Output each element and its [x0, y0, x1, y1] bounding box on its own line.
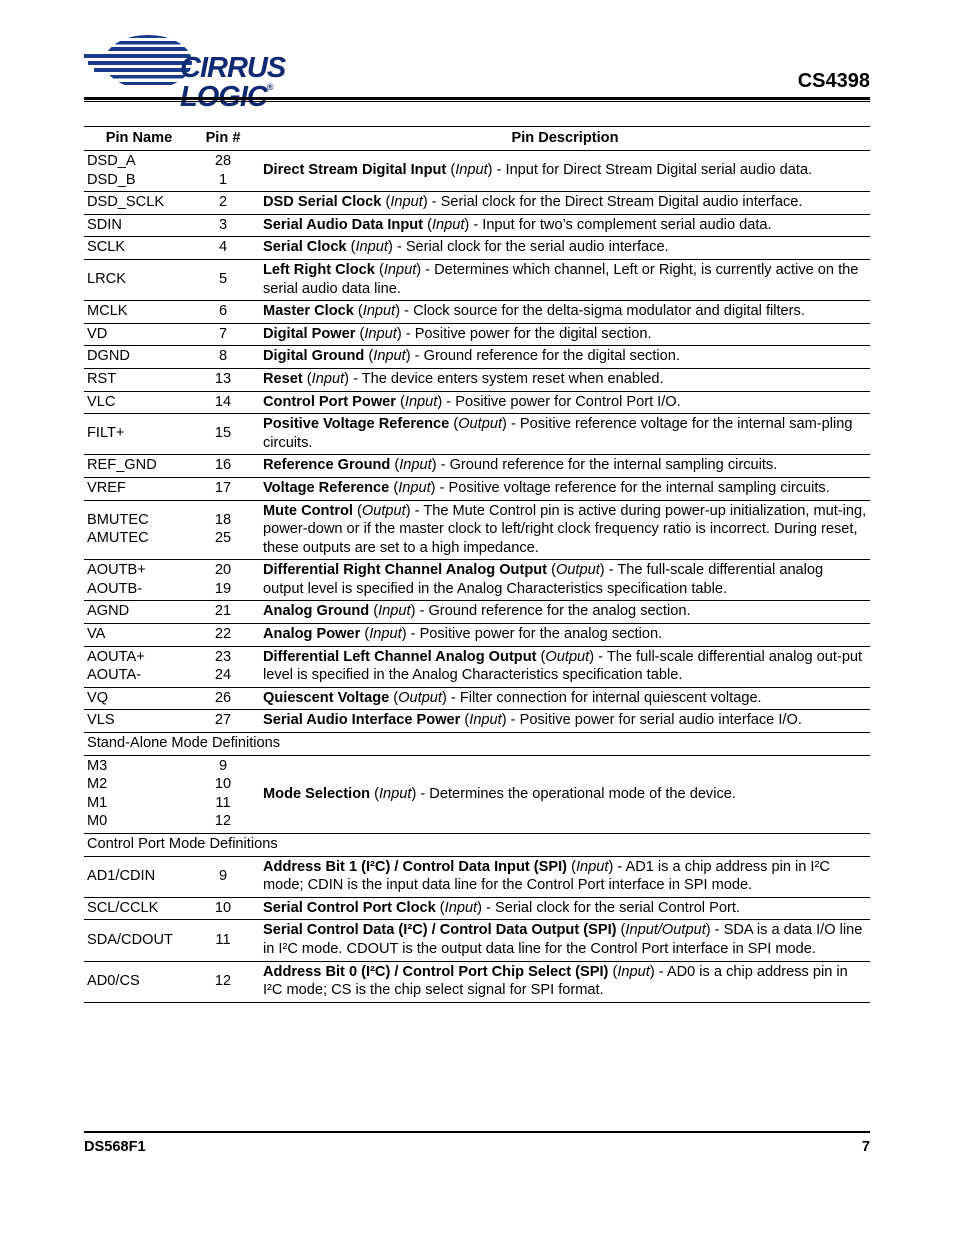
pin-description-text: AD0 is a chip address pin in I²C mode; CS is the chip select signal for SPI format.	[263, 963, 848, 999]
header-divider	[84, 97, 870, 100]
pin-name-cell	[84, 414, 194, 455]
pin-direction: Input	[444, 899, 478, 916]
pin-description-cell: Mode Selection (Input) - Determines the operational mode of the device.	[252, 755, 870, 833]
pin-number-cell	[194, 755, 252, 833]
standalone-rows	[84, 755, 870, 833]
pin-name: M2	[87, 776, 108, 793]
pin-description-text: Ground reference for the digital section.	[423, 348, 680, 365]
table-row	[84, 897, 870, 920]
document-id: DS568F1	[84, 1139, 146, 1155]
pin-number-cell	[194, 920, 252, 961]
pin-rows	[84, 151, 870, 733]
table-row	[84, 856, 870, 897]
pin-name: MCLK	[87, 303, 128, 320]
pin-name: SDA/CDOUT	[87, 931, 173, 948]
pin-direction: Output	[361, 502, 406, 519]
pin-number: 15	[214, 425, 232, 442]
pin-number-cell	[194, 710, 252, 733]
table-row	[84, 710, 870, 733]
pin-function-title: Serial Audio Data Input	[263, 216, 424, 233]
pin-number-cell	[194, 624, 252, 647]
pin-number: 16	[214, 457, 232, 474]
pin-description-text: Positive power for the analog section.	[419, 626, 663, 643]
pin-name-cell	[84, 560, 194, 601]
pin-desc-separator: -	[654, 963, 667, 980]
pin-name: M3	[87, 757, 108, 774]
pin-number-cell	[194, 646, 252, 687]
pin-number-cell	[194, 323, 252, 346]
pin-description-cell: Mute Control (Output) - The Mute Control pin is active during power-up initialization, mut-ing, power-down or if the master clock to left/right clock frequency ratio is incorrect. During reset, these outputs are set to a high impedance.	[252, 500, 870, 560]
pin-description-cell: Positive Voltage Reference (Output) - Positive reference voltage for the internal sam-pling circuits.	[252, 414, 870, 455]
pin-number-cell	[194, 346, 252, 369]
pin-description-text: Ground reference for the internal sampling circuits.	[449, 457, 778, 474]
pin-description-cell: Serial Control Data (I²C) / Control Data Output (SPI) (Input/Output) - SDA is a data I/O line in I²C mode. CDOUT is the output data line for the Control Port interface in SPI mode.	[252, 920, 870, 961]
table-row	[84, 237, 870, 260]
pin-number-cell	[194, 560, 252, 601]
pin-desc-separator: -	[482, 899, 495, 916]
col-header-pin-number: Pin #	[194, 127, 252, 151]
part-number: CS4398	[797, 70, 870, 92]
pin-name: AOUTA+	[87, 648, 145, 665]
pin-function-title: Digital Ground	[263, 348, 365, 365]
pin-number-cell	[194, 368, 252, 391]
pin-function-title: Quiescent Voltage	[263, 689, 390, 706]
pin-number: 18	[214, 511, 232, 528]
pin-description-text: The full-scale differential analog output level is specified in the Analog Characteristics specification table.	[263, 562, 824, 597]
pin-number-cell	[194, 455, 252, 478]
pin-name-cell	[84, 391, 194, 414]
pin-direction: Input/Output	[625, 922, 706, 939]
pin-desc-separator: -	[506, 416, 520, 433]
pin-number: 12	[214, 813, 232, 830]
pin-direction: Input	[469, 712, 502, 729]
pin-description-cell: Analog Power (Input) - Positive power for the analog section.	[252, 624, 870, 647]
pin-function-title: Digital Power	[263, 325, 356, 342]
pin-direction: Input	[311, 370, 345, 387]
pin-name: BMUTEC	[87, 511, 149, 528]
pin-function-title: Reset	[263, 370, 303, 387]
pin-function-title: Mute Control	[263, 502, 353, 519]
page-number: 7	[861, 1139, 870, 1155]
pin-number: 3	[218, 216, 228, 233]
pin-name: VD	[87, 325, 108, 342]
pin-name-cell	[84, 237, 194, 260]
pin-name-cell	[84, 624, 194, 647]
pin-name: AD0/CS	[87, 972, 140, 989]
pin-direction: Input	[455, 162, 488, 179]
pin-name-cell	[84, 646, 194, 687]
table-row	[84, 961, 870, 1002]
pin-number: 11	[215, 794, 231, 811]
pin-name: SCLK	[87, 239, 126, 256]
table-row	[84, 477, 870, 500]
pin-description-cell: Differential Right Channel Analog Output (Output) - The full-scale differential analog output level is specified in the Analog Characteristics specification table.	[252, 560, 870, 601]
pin-description-text: Serial clock for the serial Control Port.	[494, 899, 740, 916]
pin-name: VLS	[87, 712, 115, 729]
pin-function-title: Master Clock	[263, 303, 354, 320]
pin-number-cell	[194, 856, 252, 897]
pin-desc-separator: -	[446, 689, 460, 706]
table-row	[84, 755, 870, 833]
table-row	[84, 259, 870, 300]
pin-name-cell	[84, 961, 194, 1002]
pin-function-title: Address Bit 0 (I²C) / Control Port Chip Select (SPI)	[263, 963, 609, 980]
pin-direction: Input	[399, 457, 432, 474]
pin-name: VA	[87, 626, 106, 643]
pin-direction: Output	[458, 416, 503, 433]
pin-function-title: DSD Serial Clock	[263, 194, 382, 211]
pin-function-title: Differential Right Channel Analog Output	[263, 562, 548, 579]
control-section	[84, 834, 870, 857]
pin-number-cell	[194, 151, 252, 192]
pin-desc-separator: -	[401, 325, 415, 342]
pin-number: 27	[214, 712, 232, 729]
pin-desc-separator: -	[410, 502, 424, 519]
pin-name-cell	[84, 920, 194, 961]
header-divider-thin	[84, 101, 870, 102]
table-row	[84, 601, 870, 624]
pin-number-cell	[194, 897, 252, 920]
pin-name: AOUTA-	[87, 667, 142, 684]
pin-name: AOUTB-	[87, 580, 143, 597]
pin-number: 10	[214, 776, 232, 793]
pin-name-cell	[84, 259, 194, 300]
pin-description-text: Filter connection for internal quiescent voltage.	[459, 689, 762, 706]
pin-description-cell: Reference Ground (Input) - Ground reference for the internal sampling circuits.	[252, 455, 870, 478]
pin-number: 9	[218, 757, 228, 774]
pin-number-cell	[194, 601, 252, 624]
pin-description-table	[84, 126, 870, 1003]
pin-direction: Input	[390, 194, 423, 211]
table-row	[84, 214, 870, 237]
pin-number: 10	[214, 899, 232, 916]
pin-name: AOUTB+	[87, 562, 146, 579]
pin-number: 7	[218, 325, 228, 342]
pin-number-cell	[194, 237, 252, 260]
section-title-standalone: Stand-Alone Mode Definitions	[84, 733, 870, 756]
pin-name: M1	[87, 794, 108, 811]
pin-name: DSD_A	[87, 153, 136, 169]
pin-description-cell: Control Port Power (Input) - Positive power for Control Port I/O.	[252, 391, 870, 414]
pin-name: AMUTEC	[87, 530, 149, 547]
pin-number-cell	[194, 259, 252, 300]
pin-description-text: Determines the operational mode of the device.	[429, 785, 736, 802]
pin-function-title: Mode Selection	[263, 785, 371, 802]
pin-description-cell: Direct Stream Digital Input (Input) - Input for Direct Stream Digital serial audio data.	[252, 151, 870, 192]
pin-description-text: Positive power for Control Port I/O.	[455, 393, 681, 410]
table-row	[84, 346, 870, 369]
pin-direction: Input	[373, 348, 406, 365]
pin-direction: Input	[378, 785, 412, 802]
pin-number: 17	[214, 479, 232, 496]
pin-desc-separator: -	[492, 162, 506, 179]
pin-name-cell	[84, 710, 194, 733]
table-row	[84, 151, 870, 192]
pin-description-cell: Master Clock (Input) - Clock source for the delta-sigma modulator and digital filters.	[252, 301, 870, 324]
pin-number: 12	[214, 972, 232, 989]
pin-name: DGND	[87, 348, 130, 365]
pin-direction: Output	[555, 562, 600, 579]
pin-name: VREF	[87, 479, 126, 496]
pin-name-cell	[84, 601, 194, 624]
pin-function-title: Serial Clock	[263, 239, 347, 256]
table-row	[84, 455, 870, 478]
pin-number-cell	[194, 961, 252, 1002]
pin-description-text: Determines which channel, Left or Right, is currently active on the serial audio data line.	[263, 261, 859, 297]
pin-direction: Input	[404, 393, 438, 410]
pin-direction: Input	[398, 479, 431, 496]
pin-desc-separator: -	[604, 562, 618, 579]
pin-name-cell	[84, 368, 194, 391]
pin-direction: Input	[362, 303, 396, 320]
pin-description-text: Input for two’s complement serial audio data.	[482, 216, 772, 233]
pin-description-cell: Reset (Input) - The device enters system reset when enabled.	[252, 368, 870, 391]
pin-number-cell	[194, 301, 252, 324]
pin-name: REF_GND	[87, 457, 157, 474]
pin-number: 25	[214, 530, 232, 547]
pin-name: SDIN	[87, 216, 122, 233]
pin-number-cell	[194, 214, 252, 237]
table-row	[84, 500, 870, 560]
standalone-section	[84, 733, 870, 756]
section-row	[84, 733, 870, 756]
pin-direction: Input	[378, 603, 411, 620]
col-header-pin-name: Pin Name	[84, 127, 194, 151]
section-title-control: Control Port Mode Definitions	[84, 834, 870, 857]
pin-description-cell: Left Right Clock (Input) - Determines which channel, Left or Right, is currently active on the serial audio data line.	[252, 259, 870, 300]
pin-name-cell	[84, 455, 194, 478]
pin-description-text: The full-scale differential analog out-put level is specified in the Analog Characteristics specification table.	[263, 648, 863, 684]
table-row	[84, 368, 870, 391]
pin-name-cell	[84, 856, 194, 897]
pin-desc-separator: -	[442, 393, 456, 410]
pin-function-title: Reference Ground	[263, 457, 391, 474]
pin-name-cell	[84, 192, 194, 215]
pin-desc-separator: -	[400, 303, 414, 320]
table-row	[84, 391, 870, 414]
cirrus-logo-stripes-icon	[84, 34, 194, 98]
table-row	[84, 192, 870, 215]
pin-function-title: Serial Control Data (I²C) / Control Data Output (SPI)	[263, 922, 617, 939]
pin-description-cell: Quiescent Voltage (Output) - Filter connection for internal quiescent voltage.	[252, 687, 870, 710]
pin-description-cell: Analog Ground (Input) - Ground reference for the analog section.	[252, 601, 870, 624]
pin-name: LRCK	[87, 271, 126, 288]
cirrus-logic-logo	[84, 34, 374, 98]
pin-name-cell	[84, 755, 194, 833]
pin-description-text: Ground reference for the analog section.	[428, 603, 691, 620]
pin-function-title: Analog Ground	[263, 603, 370, 620]
pin-number: 21	[214, 603, 232, 620]
pin-description-cell: Serial Audio Interface Power (Input) - Positive power for serial audio interface I/O.	[252, 710, 870, 733]
pin-desc-separator: -	[613, 858, 626, 875]
pin-name: AGND	[87, 603, 130, 620]
col-header-pin-description: Pin Description	[252, 127, 870, 151]
table-row	[84, 920, 870, 961]
pin-function-title: Left Right Clock	[263, 261, 375, 278]
pin-name-cell	[84, 687, 194, 710]
pin-desc-separator: -	[435, 479, 449, 496]
pin-description-cell: Differential Left Channel Analog Output (Output) - The full-scale differential analog out-put level is specified in the Analog Characteristics specification table.	[252, 646, 870, 687]
pin-description-text: Positive reference voltage for the internal sam-pling circuits.	[263, 416, 853, 451]
pin-description-cell: Address Bit 0 (I²C) / Control Port Chip Select (SPI) (Input) - AD0 is a chip address pin in I²C mode; CS is the chip select signal for SPI format.	[252, 961, 870, 1002]
pin-name-cell	[84, 346, 194, 369]
pin-number: 28	[214, 153, 232, 169]
footer-divider	[84, 1131, 870, 1133]
pin-name-cell	[84, 214, 194, 237]
pin-number: 23	[214, 648, 232, 665]
pin-name: SCL/CCLK	[87, 899, 159, 916]
pin-description-text: Serial clock for the serial audio interface.	[405, 239, 669, 256]
pin-description-cell: Serial Clock (Input) - Serial clock for the serial audio interface.	[252, 237, 870, 260]
pin-direction: Input	[355, 239, 388, 256]
control-rows	[84, 856, 870, 1002]
pin-direction: Input	[369, 626, 402, 643]
pin-function-title: Control Port Power	[263, 393, 396, 410]
pin-direction: Input	[431, 216, 465, 233]
pin-number: 19	[214, 580, 232, 597]
pin-desc-separator: -	[349, 370, 362, 387]
pin-description-cell: Voltage Reference (Input) - Positive voltage reference for the internal sampling circuits.	[252, 477, 870, 500]
pin-desc-separator: -	[421, 261, 435, 278]
pin-description-cell: Serial Control Port Clock (Input) - Serial clock for the serial Control Port.	[252, 897, 870, 920]
pin-description-text: Positive voltage reference for the internal sampling circuits.	[448, 479, 830, 496]
pin-function-title: Differential Left Channel Analog Output	[263, 648, 537, 665]
pin-number: 5	[218, 271, 228, 288]
pin-direction: Input	[383, 261, 417, 278]
pin-name: M0	[87, 813, 108, 830]
pin-name: RST	[87, 370, 117, 387]
pin-description-text: Input for Direct Stream Digital serial audio data.	[505, 162, 813, 179]
pin-name: VQ	[87, 689, 109, 706]
pin-desc-separator: -	[469, 216, 483, 233]
pin-desc-separator: -	[710, 922, 724, 939]
pin-desc-separator: -	[406, 626, 420, 643]
pin-name-cell	[84, 500, 194, 560]
table-row	[84, 646, 870, 687]
table-row	[84, 323, 870, 346]
pin-desc-separator: -	[410, 348, 424, 365]
pin-desc-separator: -	[415, 603, 429, 620]
pin-direction: Input	[364, 325, 397, 342]
pin-desc-separator: -	[436, 457, 450, 474]
pin-desc-separator: -	[506, 712, 520, 729]
pin-function-title: Analog Power	[263, 626, 361, 643]
pin-number: 4	[218, 239, 228, 256]
section-row	[84, 834, 870, 857]
pin-description-text: Clock source for the delta-sigma modulator and digital filters.	[413, 303, 805, 320]
pin-description-text: Positive power for the digital section.	[414, 325, 652, 342]
pin-direction: Output	[545, 648, 590, 665]
pin-name: VLC	[87, 393, 116, 410]
pin-number: 13	[214, 370, 232, 387]
pin-function-title: Serial Audio Interface Power	[263, 712, 461, 729]
pin-description-cell: Serial Audio Data Input (Input) - Input for two’s complement serial audio data.	[252, 214, 870, 237]
pin-description-text: Serial clock for the Direct Stream Digital audio interface.	[440, 194, 803, 211]
table-row	[84, 301, 870, 324]
pin-number: 6	[218, 303, 228, 320]
pin-name: DSD_B	[87, 171, 136, 188]
pin-number: 24	[214, 667, 232, 684]
table-row	[84, 624, 870, 647]
pin-description-text: The Mute Control pin is active during power-up initialization, mut-ing, power-down or if the master clock to left/right clock frequency ratio is incorrect. During reset, these outputs are set to a high impedance.	[263, 502, 867, 556]
pin-number: 9	[218, 867, 228, 884]
pin-name: AD1/CDIN	[87, 867, 156, 884]
pin-number-cell	[194, 500, 252, 560]
pin-name-cell	[84, 897, 194, 920]
pin-name: DSD_SCLK	[87, 194, 165, 211]
pin-desc-separator: -	[427, 194, 441, 211]
pin-function-title: Positive Voltage Reference	[263, 416, 450, 433]
pin-number-cell	[194, 477, 252, 500]
pin-description-text: SDA is a data I/O line in I²C mode. CDOUT is the output data line for the Control Port interface in SPI mode.	[263, 922, 863, 957]
pin-number-cell	[194, 687, 252, 710]
table-row	[84, 687, 870, 710]
pin-description-text: AD1 is a chip address pin in I²C mode; CDIN is the input data line for the Control Port interface in SPI mode.	[263, 858, 830, 894]
pin-number: 2	[218, 194, 228, 211]
pin-number: 14	[214, 393, 232, 410]
table-row	[84, 560, 870, 601]
pin-function-title: Serial Control Port Clock	[263, 899, 436, 916]
pin-number: 20	[214, 562, 232, 579]
table-row	[84, 414, 870, 455]
pin-number-cell	[194, 192, 252, 215]
pin-direction: Output	[398, 689, 442, 706]
pin-direction: Input	[575, 858, 609, 875]
pin-function-title: Direct Stream Digital Input	[263, 162, 447, 179]
logo-wordmark: CIRRUS ®	[180, 52, 286, 92]
pin-name-cell	[84, 323, 194, 346]
pin-name-cell	[84, 151, 194, 192]
pin-number: 8	[218, 348, 228, 365]
pin-description-text: Positive power for serial audio interface I/O.	[519, 712, 802, 729]
pin-description-text: The device enters system reset when enabled.	[361, 370, 664, 387]
pin-number: 26	[214, 689, 232, 706]
pin-function-title: Address Bit 1 (I²C) / Control Data Input (SPI)	[263, 858, 568, 875]
pin-name-cell	[84, 301, 194, 324]
pin-number: 22	[214, 626, 232, 643]
pin-description-cell: DSD Serial Clock (Input) - Serial clock for the Direct Stream Digital audio interface.	[252, 192, 870, 215]
pin-number: 1	[218, 171, 228, 188]
pin-direction: Input	[617, 963, 650, 980]
pin-desc-separator: -	[392, 239, 406, 256]
pin-number-cell	[194, 414, 252, 455]
pin-name: FILT+	[87, 425, 125, 442]
pin-desc-separator: -	[416, 785, 430, 802]
pin-function-title: Voltage Reference	[263, 479, 390, 496]
pin-name-cell	[84, 477, 194, 500]
pin-description-cell: Digital Ground (Input) - Ground reference for the digital section.	[252, 346, 870, 369]
pin-description-cell: Digital Power (Input) - Positive power for the digital section.	[252, 323, 870, 346]
table-header-row	[84, 127, 870, 151]
pin-number: 11	[215, 931, 231, 948]
pin-description-cell: Address Bit 1 (I²C) / Control Data Input (SPI) (Input) - AD1 is a chip address pin in I²C mode; CDIN is the input data line for the Control Port interface in SPI mode.	[252, 856, 870, 897]
pin-desc-separator: -	[594, 648, 607, 665]
pin-number-cell	[194, 391, 252, 414]
